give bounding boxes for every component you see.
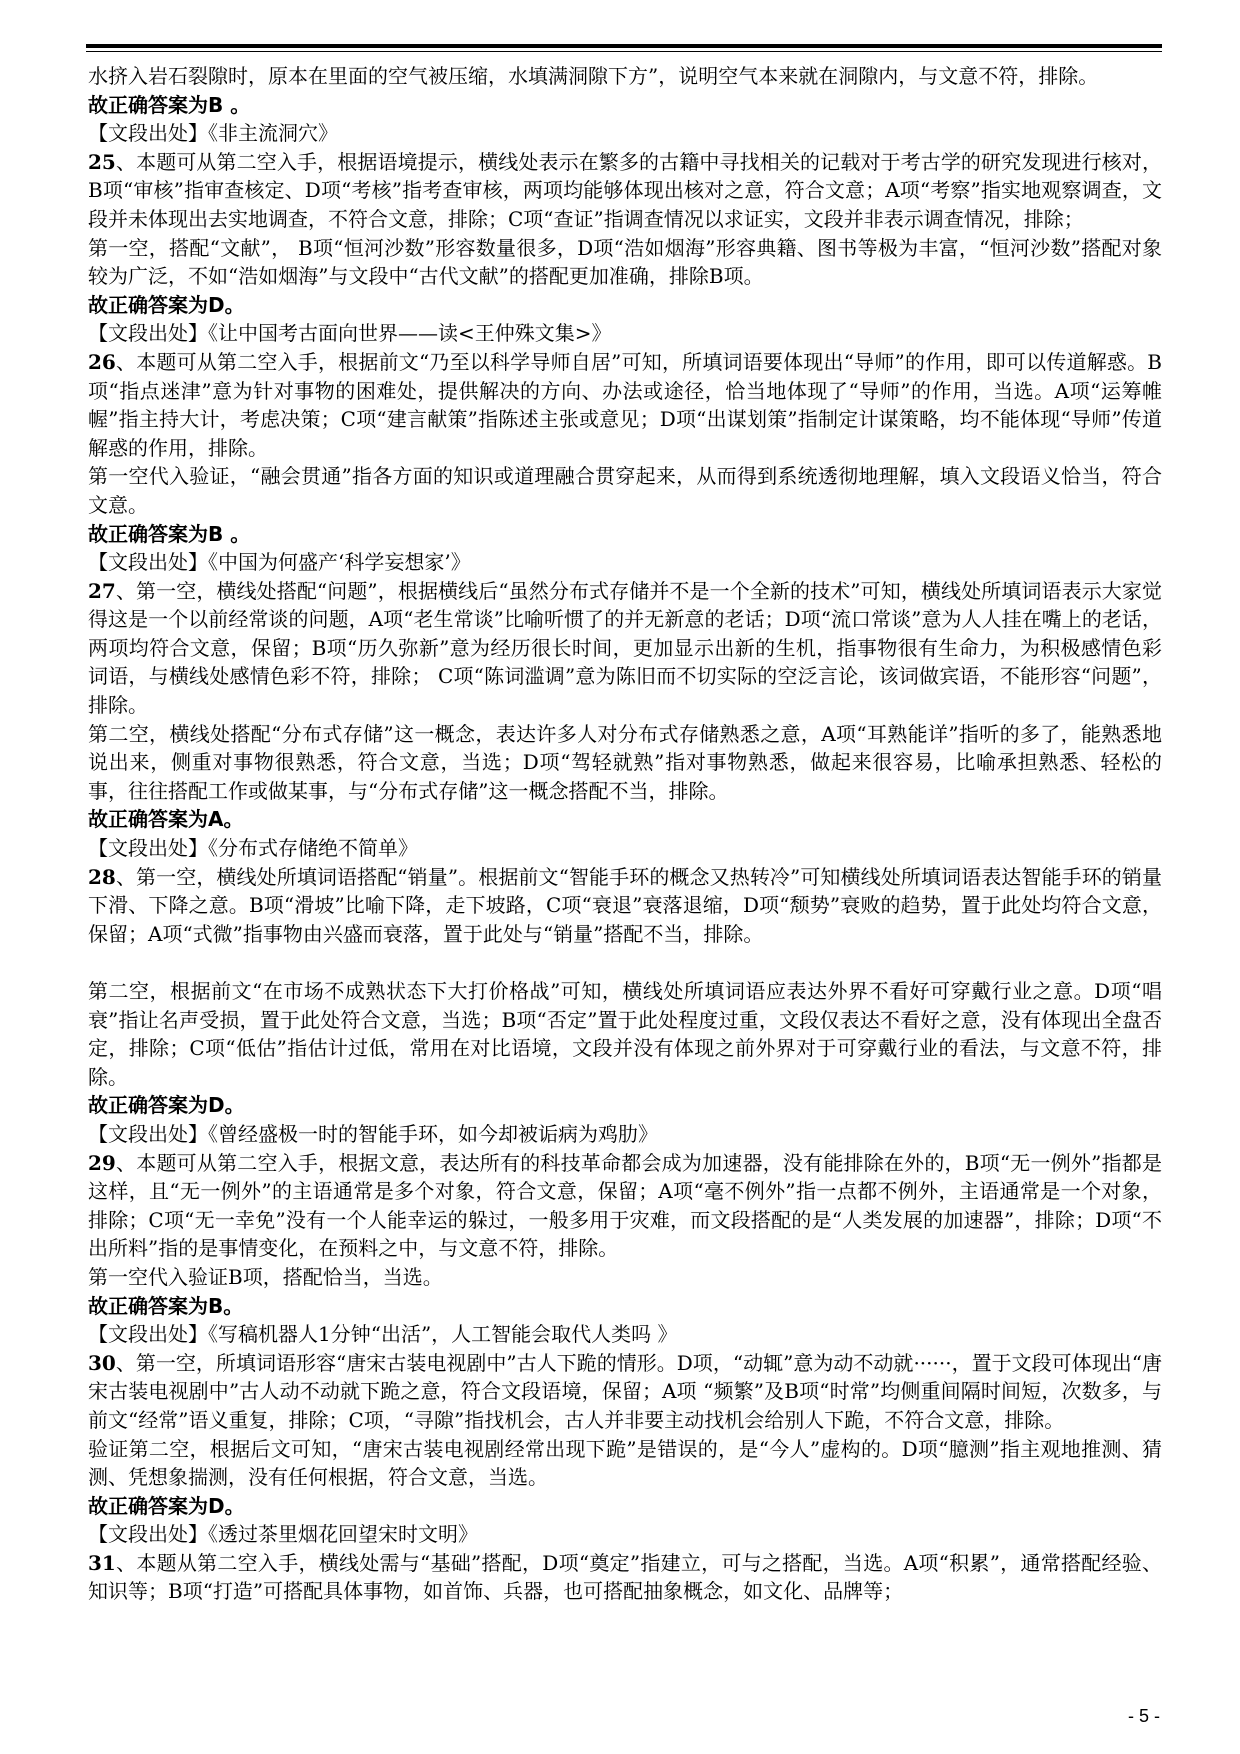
paragraph: 水挤入岩石裂隙时，原本在里面的空气被压缩，水填满洞隙下方”，说明空气本来就在洞隙内，与文意不符，排除。	[88, 64, 1099, 88]
question-explanation	[88, 1349, 1162, 1435]
source-line: 【文段出处】《写稿机器人1分钟“出活”，人工智能会取代人类吗 》	[88, 1322, 678, 1347]
source-line: 【文段出处】《分布式存储绝不简单》	[88, 836, 418, 861]
source-line: 【文段出处】《曾经盛极一时的智能手环，如今却被诟病为鸡肋》	[88, 1121, 658, 1146]
page-number: - 5 -	[1127, 1706, 1160, 1726]
explanation-text: 、第一空，横线处搭配“问题”，根据横线后“虽然分布式存储并不是一个全新的技术”可知，横线处所填词语表示大家觉得这是一个以前经常谈的问题，A项“老生常谈”比喻听惯了的并无新意的老话；D项“流口常谈”意为人人挂在嘴上的老话，两项均符合文意，保留；B项“历久弥新”意为经历很长时间，更加显示出新的生机，指事物很有生命力，为积极感情色彩词语，与横线处感情色彩不符，排除； C项“陈词滥调”意为陈旧而不切实际的空泛言论，该词做宾语，不能形容“问题”，排除。	[88, 578, 1162, 718]
answer-line: 故正确答案为B 。	[88, 521, 251, 546]
document-body	[88, 62, 1162, 1606]
source-line: 【文段出处】《透过茶里烟花回望宋时文明》	[88, 1522, 478, 1547]
paragraph: 验证第二空，根据后文可知，“唐宋古装电视剧经常出现下跪”是错误的，是“今人”虚构的。D项“臆测”指主观地推测、猜测、凭想象揣测，没有任何根据，符合文意，当选。	[88, 1436, 1162, 1490]
explanation-text: 、本题可从第二空入手，根据前文“乃至以科学导师自居”可知，所填词语要体现出“导师”的作用，即可以传道解惑。B项“指点迷津”意为针对事物的困难处，提供解决的方向、办法或途径，恰当地体现了“导师”的作用，当选。A项“运筹帷幄”指主持大计，考虑决策；C项“建言献策”指陈述主张或意见；D项“出谋划策”指制定计谋策略，均不能体现“导师”传道解惑的作用，排除。	[88, 349, 1162, 460]
answer-line: 故正确答案为B 。	[88, 92, 251, 117]
paragraph: 第一空代入验证B项，搭配恰当，当选。	[88, 1264, 443, 1289]
question-number: 27	[88, 578, 116, 603]
question-explanation	[88, 1149, 1162, 1263]
explanation-text: 、本题可从第二空入手，根据语境提示，横线处表示在繁多的古籍中寻找相关的记载对于考古学的研究发现进行核对，B项“审核”指审查核定、D项“考核”指考查审核，两项均能够体现出核对之意，符合文意；A项“考察”指实地观察调查，文段并未体现出去实地调查，不符合文意，排除；C项“查证”指调查情况以求证实，文段并非表示调查情况，排除；	[88, 149, 1162, 231]
explanation-text: 、本题可从第二空入手，根据文意，表达所有的科技革命都会成为加速器，没有能排除在外的，B项“无一例外”指都是这样，且“无一例外”的主语通常是多个对象，符合文意，保留；A项“毫不例外”指一点都不例外，主语通常是一个对象，排除；C项“无一幸免”没有一个人能幸运的躲过，一般多用于灾难，而文段搭配的是“人类发展的加速器”，排除；D项“不出所料”指的是事情变化，在预料之中，与文意不符，排除。	[88, 1150, 1162, 1261]
answer-line: 故正确答案为D。	[88, 292, 245, 317]
header-rule-thin	[86, 51, 1162, 52]
paragraph: 第二空，根据前文“在市场不成熟状态下大打价格战”可知，横线处所填词语应表达外界不看好可穿戴行业之意。D项“唱衰”指让名声受损，置于此处符合文意，当选；B项“否定”置于此处程度过重，文段仅表达不看好之意，没有体现出全盘否定，排除；C项“低估”指估计过低，常用在对比语境，文段并没有体现之前外界对于可穿戴行业的看法，与文意不符，排除。	[88, 979, 1162, 1089]
question-number: 28	[88, 864, 116, 889]
source-line: 【文段出处】《中国为何盛产‘科学妄想家’》	[88, 550, 471, 575]
source-line: 【文段出处】《让中国考古面向世界——读<王仲殊文集>》	[88, 321, 612, 346]
question-number: 26	[88, 349, 116, 374]
question-explanation	[88, 863, 1162, 949]
answer-line: 故正确答案为A。	[88, 807, 244, 832]
paragraph: 第一空代入验证，“融会贯通”指各方面的知识或道理融合贯穿起来，从而得到系统透彻地理解，填入文段语义恰当，符合文意。	[88, 464, 1162, 517]
source-line: 【文段出处】《非主流洞穴》	[88, 121, 338, 146]
question-explanation	[88, 577, 1162, 720]
question-explanation	[88, 148, 1162, 234]
question-number: 30	[88, 1350, 116, 1375]
paragraph: 第二空，横线处搭配“分布式存储”这一概念，表达许多人对分布式存储熟悉之意，A项“耳熟能详”指听的多了，能熟悉地说出来，侧重对事物很熟悉，符合文意，当选；D项“驾轻就熟”指对事物熟悉，做起来很容易，比喻承担熟悉、轻松的事，往往搭配工作或做某事，与“分布式存储”这一概念搭配不当，排除。	[88, 721, 1162, 803]
answer-line: 故正确答案为B。	[88, 1293, 244, 1318]
question-number: 31	[88, 1550, 116, 1575]
explanation-text: 、第一空，所填词语形容“唐宋古装电视剧中”古人下跪的情形。D项，“动辄”意为动不动就······，置于文段可体现出“唐宋古装电视剧中”古人动不动就下跪之意，符合文段语境，保留；A项 “频繁”及B项“时常”均侧重间隔时间短，次数多，与前文“经常”语义重复，排除；C项，“寻隙”指找机会，古人并非要主动找机会给别人下跪，不符合文意，排除。	[88, 1350, 1162, 1432]
question-number: 25	[88, 149, 116, 174]
paragraph: 第一空，搭配“文献”， B项“恒河沙数”形容数量很多，D项“浩如烟海”形容典籍、图书等极为丰富，“恒河沙数”搭配对象较为广泛，不如“浩如烟海”与文段中“古代文献”的搭配更加准确，排除B项。	[88, 235, 1162, 289]
explanation-text: 、第一空，横线处所填词语搭配“销量”。根据前文“智能手环的概念又热转冷”可知横线处所填词语表达智能手环的销量下滑、下降之意。B项“滑坡”比喻下降，走下坡路，C项“衰退”衰落退缩，D项“颓势”衰败的趋势，置于此处均符合文意，保留；A项“式微”指事物由兴盛而衰落，置于此处与“销量”搭配不当，排除。	[88, 864, 1162, 946]
answer-line: 故正确答案为D。	[88, 1093, 245, 1118]
question-explanation	[88, 1549, 1162, 1606]
header-rule-thick	[86, 44, 1162, 48]
explanation-text: 、本题从第二空入手，横线处需与“基础”搭配，D项“奠定”指建立，可与之搭配，当选。A项“积累”，通常搭配经验、知识等；B项“打造”可搭配具体事物，如首饰、兵器，也可搭配抽象概念，如文化、品牌等；	[88, 1550, 1162, 1604]
question-explanation	[88, 348, 1162, 462]
answer-line: 故正确答案为D。	[88, 1493, 245, 1518]
blank-line	[88, 948, 1162, 977]
question-number: 29	[88, 1150, 116, 1175]
